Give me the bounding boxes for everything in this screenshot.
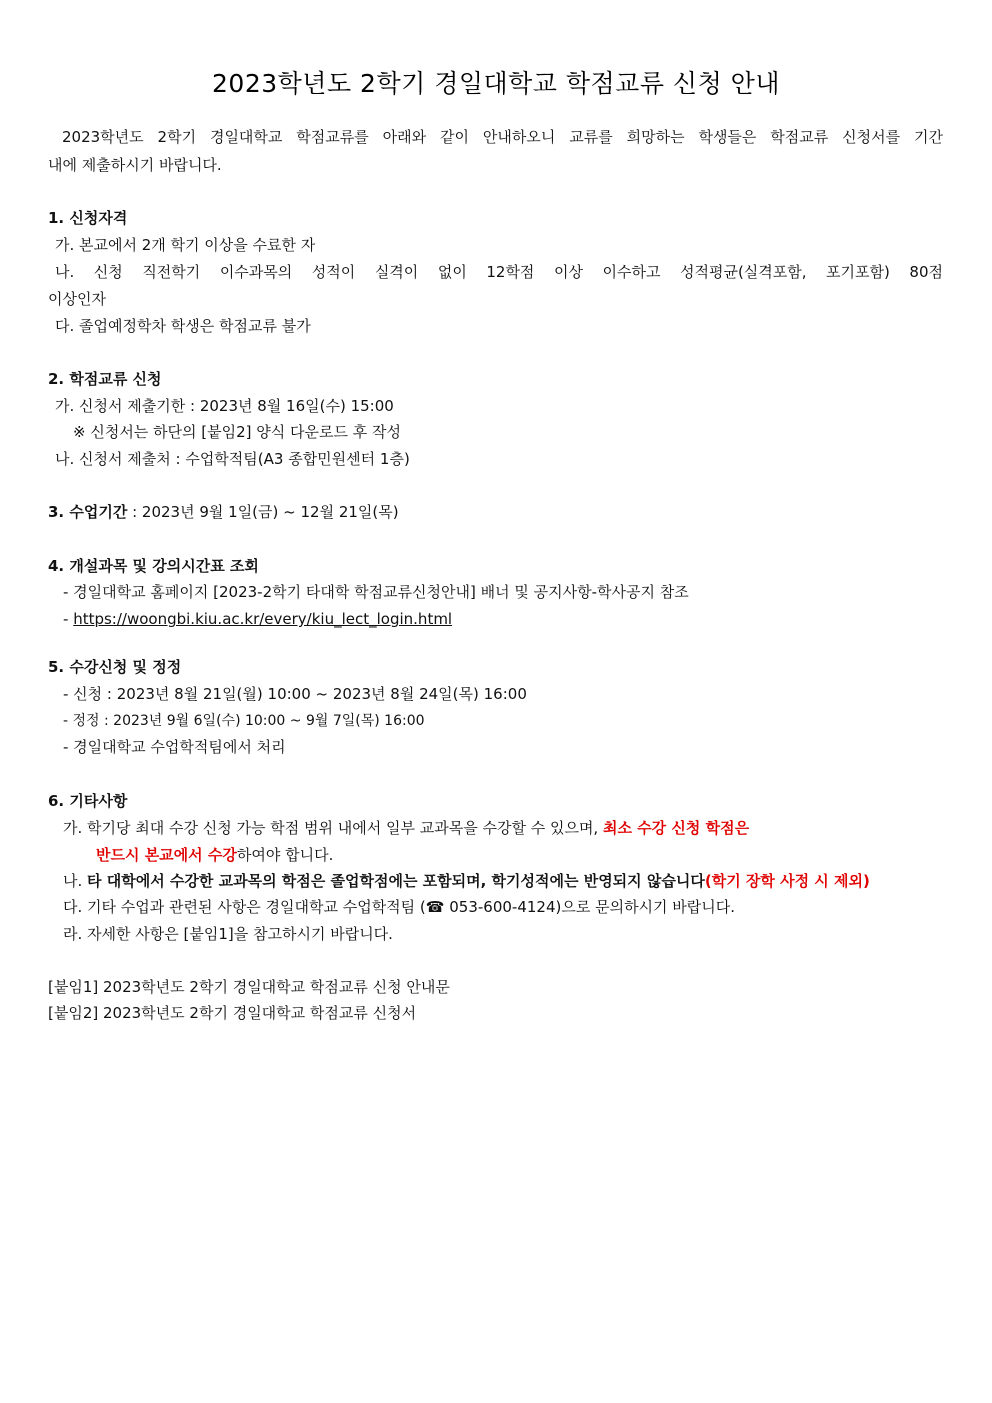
section-2-heading: 2. 학점교류 신청 [48, 370, 162, 388]
section-1-item-b-line-1: 나. 신청 직전학기 이수과목의 성적이 실격이 없이 12학점 이상 이수하고 성적평균(실격포함, 포기포함) 80점 [55, 263, 943, 281]
section-5-item-c: - 경일대학교 수업학적팀에서 처리 [63, 738, 286, 756]
section-4-item-a: - 경일대학교 홈페이지 [2023-2학기 타대학 학점교류신청안내] 배너 및 공지사항-학사공지 참조 [63, 583, 689, 601]
section-1-heading: 1. 신청자격 [48, 209, 128, 227]
section-1-item-a: 가. 본교에서 2개 학기 이상을 수료한 자 [55, 236, 316, 254]
document-title: 2023학년도 2학기 경일대학교 학점교류 신청 안내 [212, 69, 780, 98]
section-6-heading: 6. 기타사항 [48, 792, 128, 810]
section-1-item-b-line-2: 이상인자 [48, 290, 106, 308]
credit-transfer-notice: 타 대학에서 수강한 교과목의 학점은 졸업학점에는 포함되며, 학기성적에는 반영되지 않습니다 [87, 872, 705, 890]
section-1-item-c: 다. 졸업예정학차 학생은 학점교류 불가 [55, 317, 311, 335]
home-campus-warning: 반드시 본교에서 수강 [96, 846, 237, 864]
scholarship-exclusion-note: (학기 장학 사정 시 제외) [704, 872, 870, 890]
attachment-2: [붙임2] 2023학년도 2학기 경일대학교 학점교류 신청서 [48, 1004, 417, 1022]
section-5-heading: 5. 수강신청 및 정정 [48, 658, 182, 676]
section-6-item-b: 나. 타 대학에서 수강한 교과목의 학점은 졸업학점에는 포함되며, 학기성적에는 반영되지 않습니다(학기 장학 사정 시 제외) [63, 872, 870, 890]
section-2-note: ※ 신청서는 하단의 [붙임2] 양식 다운로드 후 작성 [73, 423, 402, 441]
section-6-item-a-line-2: 반드시 본교에서 수강하여야 합니다. [96, 846, 334, 864]
section-3-heading: 3. 수업기간 [48, 503, 128, 521]
section-2-item-b: 나. 신청서 제출처 : 수업학적팀(A3 종합민원센터 1층) [55, 450, 410, 468]
section-5-item-a: - 신청 : 2023년 8월 21일(월) 10:00 ~ 2023년 8월 24일(목) 16:00 [63, 685, 527, 703]
section-3-period: : 2023년 9월 1일(금) ~ 12월 21일(목) [127, 503, 399, 521]
lecture-lookup-link[interactable]: https://woongbi.kiu.ac.kr/every/kiu_lect_login.html [73, 610, 453, 628]
section-6-item-a-line-1: 가. 학기당 최대 수강 신청 가능 학점 범위 내에서 일부 교과목을 수강할 수 있으며, 최소 수강 신청 학점은 [63, 819, 750, 837]
section-6-item-c: 다. 기타 수업과 관련된 사항은 경일대학교 수업학적팀 (☎ 053-600-4124)으로 문의하시기 바랍니다. [63, 898, 736, 916]
minimum-credit-warning: 최소 수강 신청 학점은 [602, 819, 750, 837]
section-4-item-b: - https://woongbi.kiu.ac.kr/every/kiu_lect_login.html [63, 610, 453, 628]
intro-line-1: 2023학년도 2학기 경일대학교 학점교류를 아래와 같이 안내하오니 교류를 희망하는 학생들은 학점교류 신청서를 기간 [62, 128, 943, 146]
section-4-heading: 4. 개설과목 및 강의시간표 조회 [48, 557, 259, 575]
section-6-item-d: 라. 자세한 사항은 [붙임1]을 참고하시기 바랍니다. [63, 925, 393, 943]
section-5-item-b: - 정정 : 2023년 9월 6일(수) 10:00 ~ 9월 7일(목) 16:00 [63, 713, 425, 729]
intro-line-2: 내에 제출하시기 바랍니다. [48, 156, 222, 174]
attachment-1: [붙임1] 2023학년도 2학기 경일대학교 학점교류 신청 안내문 [48, 978, 450, 996]
section-2-item-a: 가. 신청서 제출기한 : 2023년 8월 16일(수) 15:00 [55, 397, 394, 415]
section-3-line [48, 502, 399, 522]
